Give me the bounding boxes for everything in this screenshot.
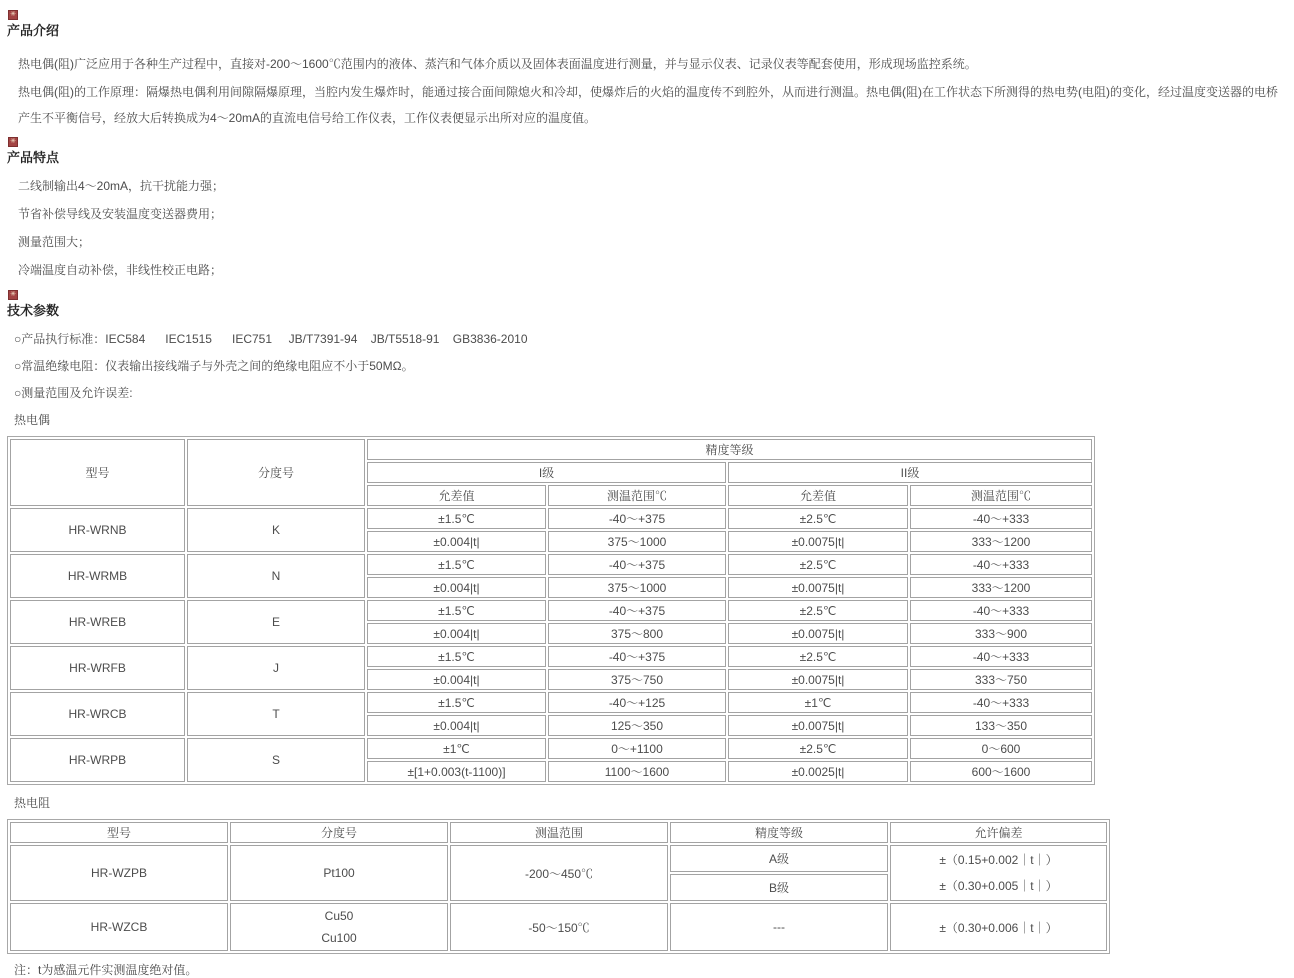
table-cell: N xyxy=(187,554,365,598)
table-cell: ±0.0075|t| xyxy=(728,715,908,736)
table-cell: HR-WZCB xyxy=(10,903,228,951)
tc-header-grade1: I级 xyxy=(367,462,726,483)
feature-item: 冷端温度自动补偿，非线性校正电路； xyxy=(18,263,223,277)
table-row xyxy=(10,554,1092,575)
broken-image-icon: ✳ xyxy=(8,290,18,300)
table-label-thermocouple: 热电偶 xyxy=(14,413,51,427)
section-heading-features: 产品特点 xyxy=(7,150,60,165)
tc-header-grade2: II级 xyxy=(728,462,1092,483)
table-cell: 333～750 xyxy=(910,669,1092,690)
table-cell: ±[1+0.003(t-1100)] xyxy=(367,761,546,782)
table-cell: HR-WREB xyxy=(10,600,185,644)
table-cell: ±0.004|t| xyxy=(367,715,546,736)
tc-header-tolerance: 允差值 xyxy=(728,485,908,506)
table-cell: ±0.0075|t| xyxy=(728,623,908,644)
tc-header-model: 型号 xyxy=(10,439,185,506)
table-cell: ±0.0025|t| xyxy=(728,761,908,782)
deviation-line: ±（0.30+0.005｜t｜） xyxy=(939,879,1058,893)
table-cell: 0～+1100 xyxy=(548,738,726,759)
graduation-line: Cu100 xyxy=(321,931,357,945)
table-cell: -200～450℃ xyxy=(450,845,668,901)
table-cell: HR-WRPB xyxy=(10,738,185,782)
deviation-line: ±（0.15+0.002｜t｜） xyxy=(939,853,1058,867)
footnote: 注：t为感温元件实测温度绝对值。 xyxy=(14,963,198,977)
table-cell: ±0.0075|t| xyxy=(728,531,908,552)
table-cell: T xyxy=(187,692,365,736)
rtd-table xyxy=(7,819,1110,954)
section-heading-intro: 产品介绍 xyxy=(7,23,60,38)
table-cell: ±2.5℃ xyxy=(728,738,908,759)
table-cell: S xyxy=(187,738,365,782)
table-cell: ±1.5℃ xyxy=(367,646,546,667)
table-cell: ±0.004|t| xyxy=(367,669,546,690)
broken-image-icon: ✳ xyxy=(8,10,18,20)
broken-image-icon: ✳ xyxy=(8,137,18,147)
tc-header-graduation: 分度号 xyxy=(187,439,365,506)
section-heading-specs: 技术参数 xyxy=(7,303,60,318)
table-cell: -40～+375 xyxy=(548,600,726,621)
table-cell: 125～350 xyxy=(548,715,726,736)
table-cell: ±2.5℃ xyxy=(728,600,908,621)
spec-item: ○常温绝缘电阻：仪表输出接线端子与外壳之间的绝缘电阻应不小于50MΩ。 xyxy=(14,359,414,373)
table-cell: ±0.0075|t| xyxy=(728,577,908,598)
feature-item: 二线制输出4～20mA，抗干扰能力强； xyxy=(18,179,225,193)
table-cell: 0～600 xyxy=(910,738,1092,759)
table-cell: 375～1000 xyxy=(548,531,726,552)
table-cell: ±2.5℃ xyxy=(728,646,908,667)
table-cell: 1100～1600 xyxy=(548,761,726,782)
table-cell: J xyxy=(187,646,365,690)
table-cell: --- xyxy=(670,903,888,951)
rtd-header-range: 测温范围 xyxy=(450,822,668,843)
spec-item: ○测量范围及允许误差: xyxy=(14,386,133,400)
table-cell: 333～1200 xyxy=(910,531,1092,552)
table-cell: 600～1600 xyxy=(910,761,1092,782)
table-cell: -40～+375 xyxy=(548,646,726,667)
table-row xyxy=(10,903,1107,951)
tc-header-range: 测温范围℃ xyxy=(548,485,726,506)
table-label-rtd: 热电阻 xyxy=(14,796,51,810)
table-row xyxy=(10,646,1092,667)
table-cell: -50～150℃ xyxy=(450,903,668,951)
thermocouple-table xyxy=(7,436,1095,785)
table-cell: -40～+375 xyxy=(548,508,726,529)
table-cell: HR-WZPB xyxy=(10,845,228,901)
table-cell: K xyxy=(187,508,365,552)
table-cell: 333～900 xyxy=(910,623,1092,644)
rtd-header-deviation: 允许偏差 xyxy=(890,822,1107,843)
table-row xyxy=(10,692,1092,713)
graduation-line: Cu50 xyxy=(324,909,354,923)
table-cell: ±（0.30+0.006｜t｜） xyxy=(890,903,1107,951)
table-cell: HR-WRNB xyxy=(10,508,185,552)
feature-item: 节省补偿导线及安装温度变送器费用； xyxy=(18,207,223,221)
table-cell xyxy=(230,903,448,951)
table-cell: ±2.5℃ xyxy=(728,508,908,529)
table-row xyxy=(10,508,1092,529)
table-cell: 133～350 xyxy=(910,715,1092,736)
table-cell: HR-WRFB xyxy=(10,646,185,690)
table-cell: HR-WRMB xyxy=(10,554,185,598)
table-row xyxy=(10,738,1092,759)
table-cell: HR-WRCB xyxy=(10,692,185,736)
intro-paragraph: 热电偶(阻)的工作原理：隔爆热电偶利用间隙隔爆原理，当腔内发生爆炸时，能通过接合面间隙熄火和冷却，使爆炸后的火焰的温度传不到腔外，从而进行测温。热电偶(阻)在工作状态下所测得的热电势(电阻)的变化，经过温度变送器的电桥产生不平衡信号，经放大后转换成为4～20mA的直流电信号给工作仪表，工作仪表便显示出所对应的温度值。 xyxy=(18,85,1278,125)
table-cell: ±0.004|t| xyxy=(367,623,546,644)
table-cell: 375～800 xyxy=(548,623,726,644)
table-cell: ±1℃ xyxy=(367,738,546,759)
table-cell: -40～+125 xyxy=(548,692,726,713)
table-cell: -40～+333 xyxy=(910,554,1092,575)
table-cell: Pt100 xyxy=(230,845,448,901)
table-cell: ±1.5℃ xyxy=(367,600,546,621)
table-cell: 375～1000 xyxy=(548,577,726,598)
table-cell: ±1℃ xyxy=(728,692,908,713)
tc-header-tolerance: 允差值 xyxy=(367,485,546,506)
intro-paragraph: 热电偶(阻)广泛应用于各种生产过程中，直接对-200～1600℃范围内的液体、蒸汽和气体介质以及固体表面温度进行测量，并与显示仪表、记录仪表等配套使用，形成现场监控系统。 xyxy=(18,57,977,71)
table-cell: B级 xyxy=(670,874,888,901)
table-cell: ±2.5℃ xyxy=(728,554,908,575)
rtd-header-model: 型号 xyxy=(10,822,228,843)
table-cell: ±0.004|t| xyxy=(367,577,546,598)
table-cell xyxy=(890,845,1107,901)
table-cell: ±0.004|t| xyxy=(367,531,546,552)
table-cell: -40～+333 xyxy=(910,600,1092,621)
table-cell: -40～+375 xyxy=(548,554,726,575)
table-cell: A级 xyxy=(670,845,888,872)
table-row xyxy=(10,845,1107,872)
table-cell: ±1.5℃ xyxy=(367,508,546,529)
table-cell: ±1.5℃ xyxy=(367,554,546,575)
table-cell: -40～+333 xyxy=(910,646,1092,667)
table-cell: E xyxy=(187,600,365,644)
table-cell: -40～+333 xyxy=(910,692,1092,713)
table-cell: ±0.0075|t| xyxy=(728,669,908,690)
rtd-header-graduation: 分度号 xyxy=(230,822,448,843)
table-row xyxy=(10,600,1092,621)
spec-item: ○产品执行标准：IEC584 IEC1515 IEC751 JB/T7391-94 JB/T5518-91 GB3836-2010 xyxy=(14,332,528,346)
tc-header-accuracy: 精度等级 xyxy=(367,439,1092,460)
table-cell: 333～1200 xyxy=(910,577,1092,598)
table-cell: -40～+333 xyxy=(910,508,1092,529)
table-cell: 375～750 xyxy=(548,669,726,690)
rtd-header-accuracy: 精度等级 xyxy=(670,822,888,843)
feature-item: 测量范围大； xyxy=(18,235,91,249)
tc-header-range: 测温范围℃ xyxy=(910,485,1092,506)
table-cell: ±1.5℃ xyxy=(367,692,546,713)
